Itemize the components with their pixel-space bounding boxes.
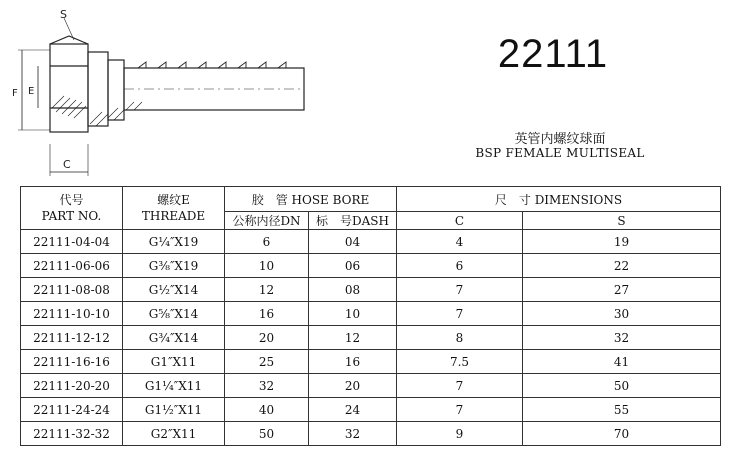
cell-s: 50 <box>523 374 721 398</box>
cell-c: 8 <box>397 326 523 350</box>
label-c: C <box>63 158 71 171</box>
cell-part-no: 22111-16-16 <box>21 350 123 374</box>
cell-dash: 20 <box>309 374 397 398</box>
cell-dn: 20 <box>225 326 309 350</box>
cell-thread: G⅝″X14 <box>123 302 225 326</box>
cell-dn: 6 <box>225 230 309 254</box>
cell-c: 4 <box>397 230 523 254</box>
cell-dash: 24 <box>309 398 397 422</box>
header-thread <box>123 187 225 230</box>
spec-table <box>20 186 721 446</box>
header-row-1 <box>21 187 721 212</box>
cell-dn: 40 <box>225 398 309 422</box>
header-thread-en: THREADE <box>141 209 206 223</box>
header-thread-cn: 螺纹E <box>157 193 190 207</box>
cell-thread: G1″X11 <box>123 350 225 374</box>
cell-c: 7.5 <box>397 350 523 374</box>
table-row <box>21 422 721 446</box>
cell-dash: 08 <box>309 278 397 302</box>
label-f: F <box>12 88 18 99</box>
header-s: S <box>523 212 721 230</box>
header-part-en: PART NO. <box>41 209 102 223</box>
header-c: C <box>397 212 523 230</box>
header-dn: 公称内径DN <box>225 212 309 230</box>
cell-dn: 25 <box>225 350 309 374</box>
cell-part-no: 22111-08-08 <box>21 278 123 302</box>
table-row <box>21 374 721 398</box>
cell-part-no: 22111-32-32 <box>21 422 123 446</box>
cell-c: 7 <box>397 374 523 398</box>
cell-c: 7 <box>397 398 523 422</box>
cell-dn: 12 <box>225 278 309 302</box>
cell-thread: G2″X11 <box>123 422 225 446</box>
cell-thread: G½″X14 <box>123 278 225 302</box>
cell-thread: G¾″X14 <box>123 326 225 350</box>
cell-dn: 10 <box>225 254 309 278</box>
part-name-cn: 英管内螺纹球面 <box>514 132 606 147</box>
cell-part-no: 22111-10-10 <box>21 302 123 326</box>
header-part-no <box>21 187 123 230</box>
table-row <box>21 230 721 254</box>
label-e: E <box>28 86 35 97</box>
cell-s: 55 <box>523 398 721 422</box>
cell-dash: 06 <box>309 254 397 278</box>
cell-part-no: 22111-04-04 <box>21 230 123 254</box>
cell-thread: G1½″X11 <box>123 398 225 422</box>
header-dimensions: 尺 寸 DIMENSIONS <box>397 187 721 212</box>
table-row <box>21 254 721 278</box>
cell-c: 9 <box>397 422 523 446</box>
table-row <box>21 398 721 422</box>
cell-s: 41 <box>523 350 721 374</box>
cell-s: 19 <box>523 230 721 254</box>
header-part-cn: 代号 <box>59 193 84 207</box>
cell-s: 32 <box>523 326 721 350</box>
cell-dn: 50 <box>225 422 309 446</box>
cell-thread: G1¼″X11 <box>123 374 225 398</box>
table-row <box>21 302 721 326</box>
part-name-en: BSP FEMALE MULTISEAL <box>475 146 645 160</box>
cell-part-no: 22111-06-06 <box>21 254 123 278</box>
cell-c: 7 <box>397 278 523 302</box>
cell-thread: G⅜″X19 <box>123 254 225 278</box>
cell-c: 6 <box>397 254 523 278</box>
label-s: S <box>60 8 67 21</box>
cell-c: 7 <box>397 302 523 326</box>
part-code: 22111 <box>497 32 609 76</box>
cell-s: 22 <box>523 254 721 278</box>
cell-dash: 10 <box>309 302 397 326</box>
fitting-drawing <box>8 4 318 184</box>
table-row <box>21 278 721 302</box>
table-row <box>21 326 721 350</box>
cell-dash: 12 <box>309 326 397 350</box>
cell-dash: 04 <box>309 230 397 254</box>
cell-s: 70 <box>523 422 721 446</box>
header-hose-bore: 胶 管 HOSE BORE <box>225 187 397 212</box>
cell-dn: 32 <box>225 374 309 398</box>
cell-part-no: 22111-12-12 <box>21 326 123 350</box>
cell-thread: G¼″X19 <box>123 230 225 254</box>
cell-dash: 16 <box>309 350 397 374</box>
cell-s: 30 <box>523 302 721 326</box>
cell-part-no: 22111-24-24 <box>21 398 123 422</box>
cell-part-no: 22111-20-20 <box>21 374 123 398</box>
table-row <box>21 350 721 374</box>
cell-dash: 32 <box>309 422 397 446</box>
cell-s: 27 <box>523 278 721 302</box>
cell-dn: 16 <box>225 302 309 326</box>
header-dash: 标 号DASH <box>309 212 397 230</box>
